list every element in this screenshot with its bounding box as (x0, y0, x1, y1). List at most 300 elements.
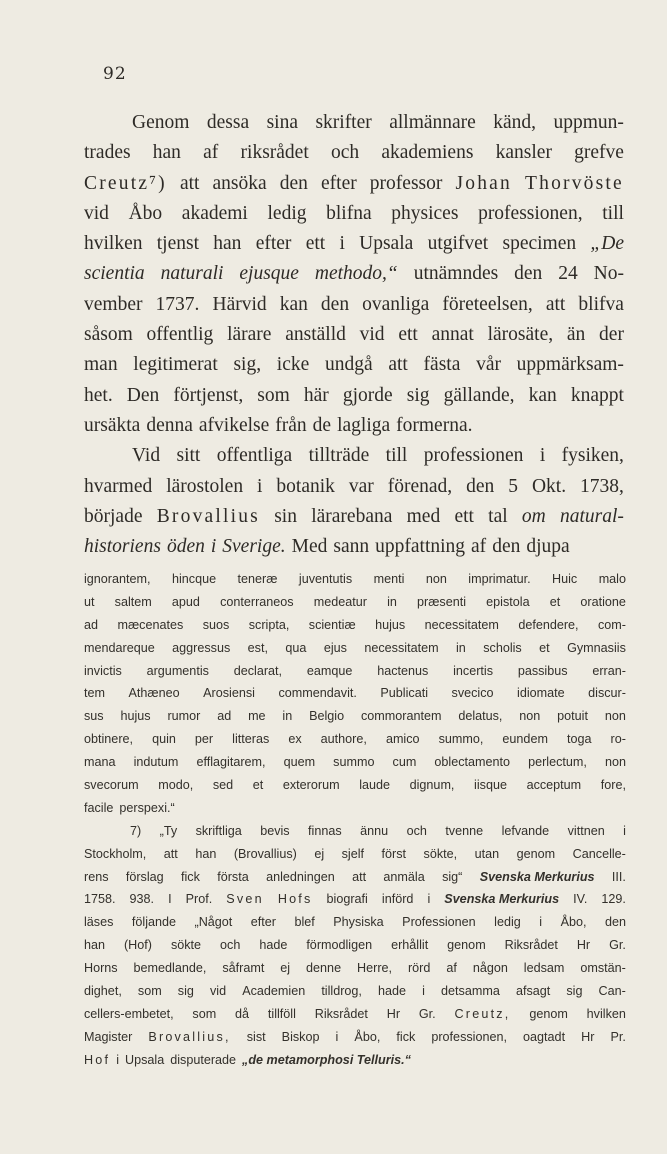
main-word: Thorvöste (525, 172, 624, 194)
footnote-word: Gr. (609, 938, 626, 953)
footnote-word: Arosiensi (203, 686, 255, 701)
footnote-word: efflagitarem, (196, 755, 266, 770)
footnote-word: et (539, 640, 550, 655)
footnote-word: „Något (194, 915, 233, 930)
footnote-word: denne (306, 961, 342, 976)
footnote-word: „de metamorphosi Telluris.“ (242, 1052, 411, 1067)
footnote-word: finnas (308, 823, 342, 838)
footnote-word: et (252, 778, 264, 793)
footnote-line (84, 682, 626, 705)
main-word: ursäkta (84, 414, 141, 436)
footnote-word: att (163, 846, 178, 861)
main-line (84, 411, 624, 441)
footnote-word: præsenti (417, 594, 467, 609)
footnote-word: då (235, 1006, 250, 1021)
main-line (84, 229, 624, 259)
main-word: den (514, 263, 543, 285)
main-word: lärosäte, (487, 324, 554, 346)
footnote-line (84, 980, 626, 1003)
footnote-word: blef (294, 915, 315, 930)
main-word: 1738, (580, 475, 624, 497)
footnote-word: erhållit (391, 938, 429, 953)
main-word: denna (146, 414, 193, 436)
footnote-word: Svenska Merkurius (444, 892, 560, 907)
main-word: kan (528, 384, 557, 406)
footnote-word: Hr (581, 1029, 595, 1044)
main-word: lagliga (337, 414, 391, 436)
footnote-line (84, 1049, 626, 1072)
main-word: sig, (233, 354, 262, 376)
main-word: historiens (84, 536, 161, 558)
main-word: lärare (227, 324, 272, 346)
footnote-word: „Ty (159, 823, 178, 838)
footnote-word: efter (250, 915, 276, 930)
footnote-word: den (604, 915, 626, 930)
footnote-word: första (217, 869, 249, 884)
footnote-word: Stockholm, (84, 846, 147, 861)
footnote-word: hincque (171, 572, 217, 586)
footnote-word: Prof. (185, 892, 213, 907)
footnote-word: som (137, 984, 162, 999)
footnote-word: detsamma (441, 984, 500, 999)
main-word: ejusque (239, 263, 299, 285)
footnote-word: skriftliga (195, 823, 242, 838)
footnote-line (84, 843, 626, 866)
footnote-word: dighet, (84, 984, 122, 999)
footnote-word: Magister (84, 1029, 133, 1044)
main-word: uppmärksam- (516, 354, 624, 376)
footnote-word: non (425, 572, 447, 586)
main-word: legitimerat (133, 354, 218, 376)
main-word: än (566, 324, 586, 346)
footnote-word: Biskop (281, 1029, 320, 1044)
main-word: professionen, (478, 202, 583, 224)
main-word: Creutz⁷) (84, 172, 167, 194)
main-word: akademi (181, 202, 248, 224)
footnote-word: ejus (323, 640, 347, 655)
main-line (84, 502, 624, 532)
footnote-word: Gr. (418, 1006, 436, 1021)
footnote-word: tem (84, 686, 105, 701)
main-word: sann (333, 536, 370, 558)
footnote-word: Åbo, (354, 1029, 381, 1044)
main-word: känd, (493, 112, 537, 133)
footnote-word: (Hof) (123, 938, 152, 953)
footnote-word: ej (314, 846, 325, 861)
main-word: gjorde (342, 384, 393, 406)
footnote-word: oblectamento (434, 755, 511, 770)
main-word: af (203, 142, 219, 164)
footnote-word: Upsala (125, 1052, 165, 1067)
footnote-line (84, 888, 626, 911)
footnote-word: Gymnasiis (567, 640, 626, 655)
footnote-word: passibus (517, 663, 568, 678)
footnote-word: Physiska (333, 915, 384, 930)
footnote-word: conterraneos (220, 594, 294, 609)
footnote-word: quem (283, 755, 316, 770)
footnote-word: non (604, 709, 626, 724)
main-word: vid (359, 324, 385, 346)
footnote-word: invictis (84, 663, 122, 678)
main-word: företeelsen, (442, 293, 533, 315)
main-word: sitt (176, 445, 201, 467)
footnote-word: IV. (573, 892, 588, 907)
footnote-word: anledningen (266, 869, 335, 884)
main-word: med (406, 505, 441, 527)
main-word: botanik (276, 475, 335, 497)
footnote-word: och (406, 823, 427, 838)
footnote-word: hactenus (377, 663, 429, 678)
main-word: vår (476, 354, 501, 376)
main-word: från (275, 414, 307, 436)
footnote-word: Hr (576, 938, 591, 953)
footnote-word: in (282, 709, 293, 724)
footnote-word: scripta, (248, 617, 290, 632)
footnote-word: i (427, 892, 431, 907)
footnote-word: förslag (125, 869, 164, 884)
footnote-line (84, 820, 626, 843)
main-word: ansöka (212, 172, 267, 194)
main-word: blifna (326, 202, 372, 224)
main-word: sig (406, 384, 430, 406)
footnote-word: först (381, 846, 407, 861)
footnote-word: scientiæ (308, 617, 356, 632)
footnote-word: toga (566, 732, 592, 747)
footnote-word: professionen, (431, 1029, 507, 1044)
footnote-word: ännu (360, 823, 389, 838)
main-word: akademiens (381, 142, 474, 164)
main-word: till (602, 202, 624, 224)
main-word: ett (305, 233, 326, 255)
footnote-word: sig (566, 984, 583, 999)
footnote-word: Riksrådet (504, 938, 558, 953)
footnote-word: afsagt (515, 984, 551, 999)
footnote-word: Hofs (277, 892, 313, 907)
footnote-word: sökte (170, 938, 202, 953)
main-word: physices (391, 202, 459, 224)
main-word: de (312, 414, 332, 436)
footnote-word: svecorum (84, 778, 139, 793)
footnote-word: såframt (222, 961, 265, 976)
main-word: riksrådet (240, 142, 309, 164)
footnote-word: iisque (474, 778, 507, 793)
footnote-word: sökte, (423, 846, 458, 861)
main-word: att (545, 293, 566, 315)
main-word: Sverige. (222, 536, 286, 558)
footnote-word: argumentis (146, 663, 209, 678)
footnote-word: summo (333, 755, 375, 770)
footnote-word: Åbo, (560, 915, 587, 930)
main-word: den (320, 293, 350, 315)
footnote-word: cum (392, 755, 417, 770)
main-word: icke (276, 354, 310, 376)
main-word: fästa (423, 354, 461, 376)
main-word: började (84, 505, 143, 527)
footnote-word: Belgio (309, 709, 345, 724)
footnote-word: aggressus (172, 640, 231, 655)
main-word: het. (84, 384, 113, 406)
main-word: som (257, 384, 290, 406)
footnote-word: hade (259, 938, 288, 953)
footnote-word: eamque (306, 663, 353, 678)
main-word: ett (398, 324, 418, 346)
footnote-word: ledsam (523, 961, 565, 976)
main-word: såsom (84, 324, 133, 346)
footnote-word: indutum (133, 755, 179, 770)
main-word: offentliga (216, 445, 293, 467)
footnote-word: som (192, 1006, 217, 1021)
footnote-word: Cancelle- (572, 846, 626, 861)
footnote-word: est, (247, 640, 268, 655)
main-word: i (339, 233, 345, 255)
footnote-word: litteras (232, 732, 270, 747)
main-word: professionen (423, 445, 524, 467)
footnote-word: ad (84, 617, 99, 632)
main-word: gällande, (443, 384, 515, 406)
footnote-word: 1758. (84, 892, 116, 907)
main-word: förtjenst, (173, 384, 244, 406)
footnote-word: non (519, 709, 541, 724)
main-word: No- (593, 263, 624, 285)
footnote-word: malo (598, 572, 626, 586)
main-word: der (599, 324, 624, 346)
footnote-word: mendareque (84, 640, 155, 655)
footnote-word: anmäla (383, 869, 425, 884)
main-word: Okt. (531, 475, 567, 497)
footnote-word: delatus, (458, 709, 503, 724)
footnote-word: Riksrådet (314, 1006, 368, 1021)
main-word: ett (454, 505, 474, 527)
main-line (84, 108, 624, 138)
main-word: om (521, 505, 546, 527)
footnote-word: i (335, 1029, 339, 1044)
footnote-word: ej (280, 961, 291, 976)
footnote-word: epistola (486, 594, 530, 609)
footnote-word: ut (84, 594, 95, 609)
main-text (84, 108, 624, 562)
footnote-word: necessitatem (424, 617, 499, 632)
footnote-word: sig“ (442, 869, 463, 884)
footnote-word: Hr (386, 1006, 401, 1021)
main-word: efter (255, 233, 292, 255)
footnote-word: declarat, (233, 663, 283, 678)
main-word: här (303, 384, 329, 406)
footnote-word: imprimatur. (468, 572, 531, 586)
main-word: trades (84, 142, 131, 164)
footnote-word: qua (285, 640, 307, 655)
footnote-word: i (116, 1052, 120, 1067)
page-number: 92 (103, 64, 127, 84)
main-word: till (385, 445, 408, 467)
footnote-word: Academien (242, 984, 306, 999)
footnote-word: oratione (580, 594, 626, 609)
footnote-word: medeatur (313, 594, 367, 609)
footnote-word: att (352, 869, 367, 884)
main-word: undgå (324, 354, 373, 376)
main-word: 1737. (155, 293, 200, 315)
main-word: Genom (132, 112, 190, 133)
footnote-line (84, 728, 626, 751)
footnote-word: vid (210, 984, 227, 999)
main-word: förenad, (387, 475, 453, 497)
footnotes (84, 568, 626, 1072)
footnote-word: III. (611, 869, 626, 884)
main-word: annat (431, 324, 474, 346)
footnote-word: potuit (557, 709, 588, 724)
main-word: kan (279, 293, 308, 315)
footnote-word: Pr. (610, 1029, 626, 1044)
footnote-word: sist (246, 1029, 266, 1044)
footnote-word: genom (447, 938, 486, 953)
main-word: vember (84, 293, 143, 315)
footnote-word: af (446, 961, 457, 976)
footnote-word: sig (177, 984, 194, 999)
footnote-word: apud (171, 594, 200, 609)
footnote-word: hade (378, 984, 407, 999)
footnote-word: han (195, 846, 217, 861)
footnote-word: Publicati (380, 686, 428, 701)
footnote-word: in (387, 594, 397, 609)
footnote-line (84, 591, 626, 614)
main-word: uppfattning (375, 536, 466, 558)
footnote-word: oagtadt (523, 1029, 566, 1044)
footnote-word: disputerade (170, 1052, 237, 1067)
footnote-word: Can- (598, 984, 626, 999)
footnote-line (84, 934, 626, 957)
main-word: sin (274, 505, 297, 527)
footnote-word: erran- (592, 663, 626, 678)
footnote-word: Brovallius, (148, 1029, 231, 1044)
main-word: dessa (206, 112, 250, 133)
footnote-word: genom (516, 846, 556, 861)
footnote-word: och (220, 938, 241, 953)
main-word: uppmun- (553, 112, 624, 133)
footnote-word: laude (359, 778, 391, 793)
footnote-word: perspexi.“ (119, 800, 175, 815)
main-word: scientia (84, 263, 145, 285)
main-word: den (492, 536, 521, 558)
footnote-word: in (456, 640, 466, 655)
footnote-word: necessitatem (364, 640, 439, 655)
footnote-word: eundem (502, 732, 548, 747)
footnote-word: menti (373, 572, 405, 586)
main-word: Med (291, 536, 328, 558)
footnote-word: fick (396, 1029, 416, 1044)
footnote-word: införd (381, 892, 414, 907)
footnote-word: sus (84, 709, 104, 724)
footnote-word: exterorum (282, 778, 340, 793)
main-line (84, 472, 624, 502)
footnote-word: någon (472, 961, 508, 976)
main-word: i (257, 475, 263, 497)
footnote-line (84, 911, 626, 934)
footnote-word: incertis (453, 663, 494, 678)
footnote-word: perlectum, (528, 755, 587, 770)
footnote-line (84, 797, 626, 820)
main-line (84, 259, 624, 289)
footnote-word: han (84, 938, 106, 953)
main-line (84, 350, 624, 380)
main-word: afvikelse (198, 414, 270, 436)
footnote-word: biografi (326, 892, 368, 907)
footnote-word: lefvande (501, 823, 550, 838)
main-word: ovanliga (362, 293, 430, 315)
footnote-word: i (623, 823, 626, 838)
footnote-word: Hof (84, 1052, 111, 1067)
footnote-word: rens (84, 869, 109, 884)
footnote-word: utan (474, 846, 500, 861)
footnote-word: bemedlande, (133, 961, 207, 976)
footnote-word: saltem (114, 594, 152, 609)
footnote-word: bevis (260, 823, 290, 838)
main-word: 24 (558, 263, 578, 285)
footnote-word: Athæneo (128, 686, 180, 701)
main-word: den (279, 172, 308, 194)
footnote-word: sed (212, 778, 234, 793)
main-word: utgifvet (427, 233, 489, 255)
main-word: formerna. (396, 414, 473, 436)
main-word: blifva (578, 293, 624, 315)
main-line (84, 199, 624, 229)
footnote-word: rörd (407, 961, 431, 976)
main-word: hvarmed (84, 475, 153, 497)
main-word: Vid (132, 445, 161, 467)
footnote-word: Creutz, (454, 1006, 511, 1021)
main-line (84, 532, 624, 562)
footnote-line (84, 637, 626, 660)
footnote-line (84, 866, 626, 889)
footnote-word: i (539, 915, 543, 930)
footnote-word: suos (202, 617, 230, 632)
main-word: han (213, 233, 242, 255)
footnote-word: hujus (375, 617, 406, 632)
footnote-word: hvilken (586, 1006, 626, 1021)
footnote-word: acceptum (526, 778, 582, 793)
footnote-word: modo, (158, 778, 194, 793)
main-word: fysiken, (561, 445, 624, 467)
main-word: i (210, 536, 217, 558)
main-word: efter (321, 172, 357, 194)
footnote-word: me (248, 709, 266, 724)
footnote-word: tvenne (445, 823, 484, 838)
main-word: att (179, 172, 200, 194)
footnote-word: svecico (451, 686, 494, 701)
main-word: specimen (502, 233, 577, 255)
footnote-line (84, 1003, 626, 1026)
footnote-word: obtinere, (84, 732, 134, 747)
main-word: methodo,“ (314, 263, 398, 285)
main-word: 5 (508, 475, 518, 497)
footnote-word: teneræ (237, 572, 278, 586)
main-word: skrifter (315, 112, 372, 133)
footnote-word: ro- (610, 732, 626, 747)
footnote-word: mæcenates (117, 617, 184, 632)
main-word: Åbo (128, 202, 163, 224)
main-word: sina (266, 112, 298, 133)
main-line (84, 381, 624, 411)
main-line (84, 290, 624, 320)
main-line (84, 169, 624, 199)
footnote-word: 7) (130, 823, 142, 838)
footnote-word: defendere, (518, 617, 579, 632)
footnote-word: fore, (600, 778, 626, 793)
footnote-word: juventutis (298, 572, 353, 586)
footnote-word: ex (288, 732, 302, 747)
footnote-word: amico (385, 732, 420, 747)
main-word: allmännare (389, 112, 476, 133)
footnote-word: Svenska Merkurius (479, 869, 595, 884)
footnote-word: quin (152, 732, 176, 747)
